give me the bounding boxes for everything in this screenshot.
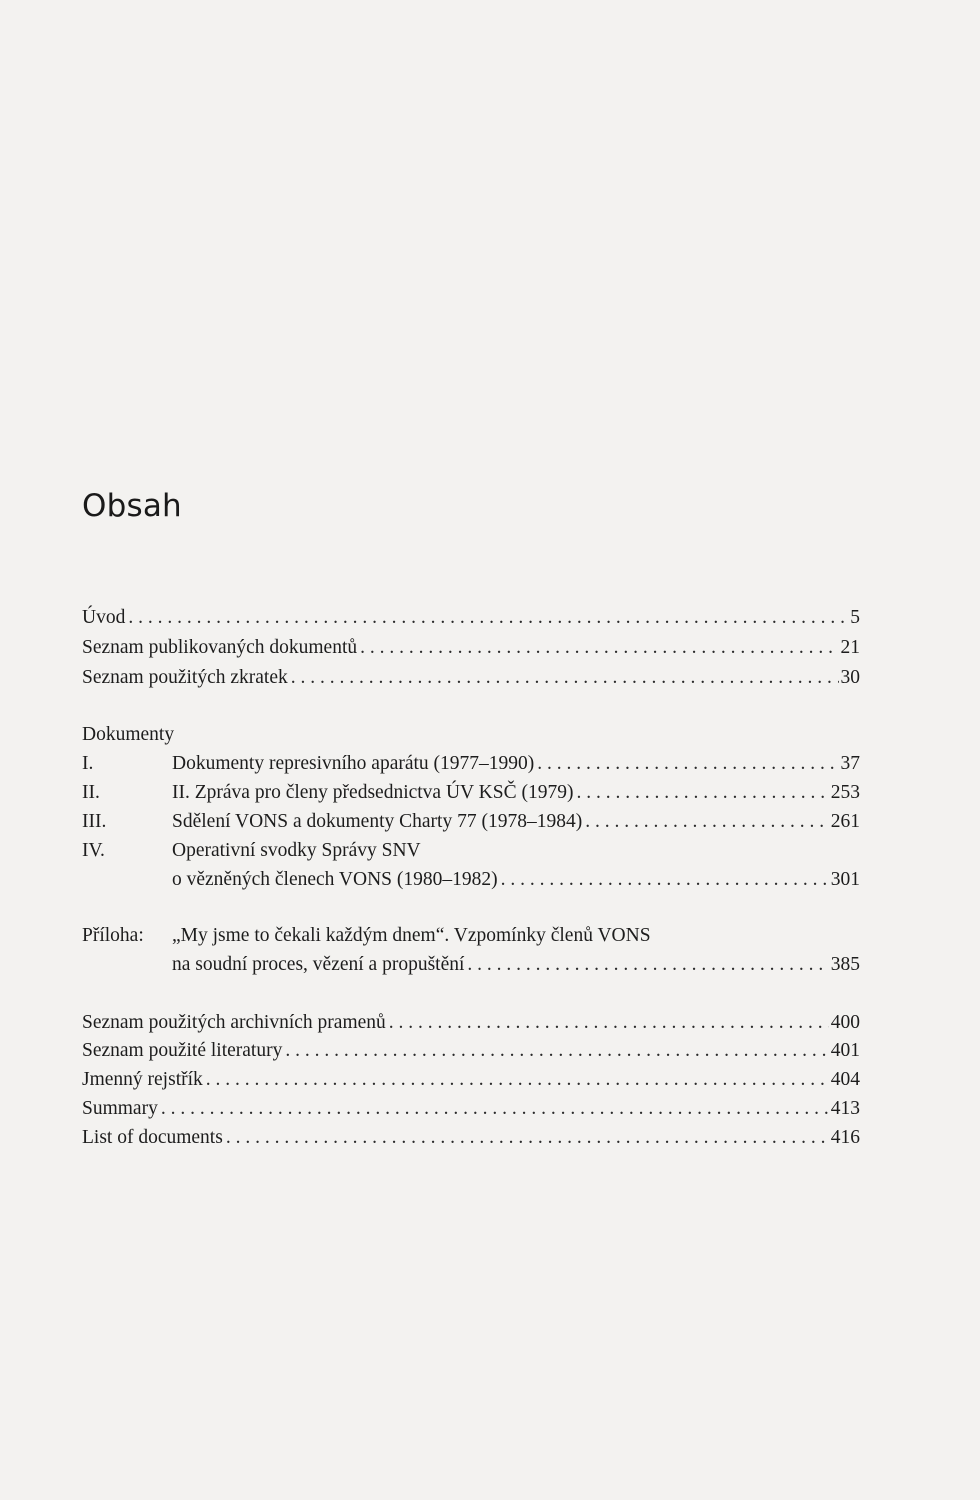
toc-entry-document-1 [82,750,860,778]
leader-dots [501,866,829,894]
section-label: Dokumenty [82,724,175,745]
toc-entry-title: „My jsme to čekali každým dnem“. Vzpomínky členů VONS [172,925,651,946]
leader-dots [226,1124,829,1152]
leader-dots [389,1009,829,1037]
toc-entry-page: 404 [830,1069,860,1090]
toc-entry-summary [82,1095,860,1123]
toc-entry-appendix-line2 [82,951,860,979]
toc-entry-page: 413 [830,1098,860,1119]
leader-dots [467,951,828,979]
leader-dots [161,1095,829,1123]
toc-entry-title: o vězněných členech VONS (1980–1982) [172,869,498,890]
toc-entry-list-of-documents [82,1124,860,1152]
toc-entry-page: 37 [840,753,860,774]
toc-entry-number: IV. [82,840,105,861]
leader-dots [128,604,848,632]
toc-entry-number: III. [82,811,107,832]
toc-entry-number: I. [82,753,94,774]
toc-entry-number: II. [82,782,100,803]
toc-entry-title: Operativní svodky Správy SNV [172,840,421,861]
toc-entry-title: II. Zpráva pro členy předsednictva ÚV KSČ (1979) [172,782,574,803]
section-label-dokumenty [82,721,860,749]
toc-entry-title: Sdělení VONS a dokumenty Charty 77 (1978–1984) [172,811,583,832]
toc-entry-page: 253 [830,782,860,803]
toc-entry-title: List of documents [82,1127,223,1148]
toc-entry-title: na soudní proces, vězení a propuštění [172,954,465,975]
toc-entry-title: Seznam použité literatury [82,1040,283,1061]
page-title: Obsah [82,488,182,524]
leader-dots [285,1037,828,1065]
toc-entry-page: 416 [830,1127,860,1148]
toc-entry-appendix-line1 [82,922,860,950]
toc-entry-title: Seznam publikovaných dokumentů [82,637,358,658]
toc-entry-document-2 [82,779,860,807]
leader-dots [576,779,828,807]
appendix-label: Příloha: [82,925,144,946]
toc-entry-title: Seznam použitých zkratek [82,667,288,688]
toc-entry-page: 5 [850,607,860,628]
toc-entry-title: Summary [82,1098,158,1119]
toc-entry-page: 385 [830,954,860,975]
toc-entry-page: 21 [840,637,860,658]
toc-entry-page: 261 [830,811,860,832]
toc-entry-page: 400 [830,1012,860,1033]
leader-dots [585,808,829,836]
toc-entry-document-4-line1 [82,837,860,865]
leader-dots [360,634,838,662]
toc-entry-literatura [82,1037,860,1065]
toc-entry-page: 301 [830,869,860,890]
toc-entry-rejstrik [82,1066,860,1094]
toc-entry-page: 30 [840,667,860,688]
toc-entry-seznam-zkratek [82,664,860,692]
leader-dots [206,1066,829,1094]
toc-entry-title: Dokumenty represivního aparátu (1977–1990) [172,753,535,774]
leader-dots [537,750,838,778]
toc-entry-title: Úvod [82,607,126,628]
toc-entry-document-4-line2 [82,866,860,894]
toc-entry-archivni-prameny [82,1009,860,1037]
leader-dots [291,664,839,692]
toc-entry-title: Seznam použitých archivních pramenů [82,1012,386,1033]
toc-entry-seznam-dokumentu [82,634,860,662]
toc-entry-uvod [82,604,860,632]
toc-entry-document-3 [82,808,860,836]
toc-entry-title: Jmenný rejstřík [82,1069,203,1090]
toc-entry-page: 401 [830,1040,860,1061]
